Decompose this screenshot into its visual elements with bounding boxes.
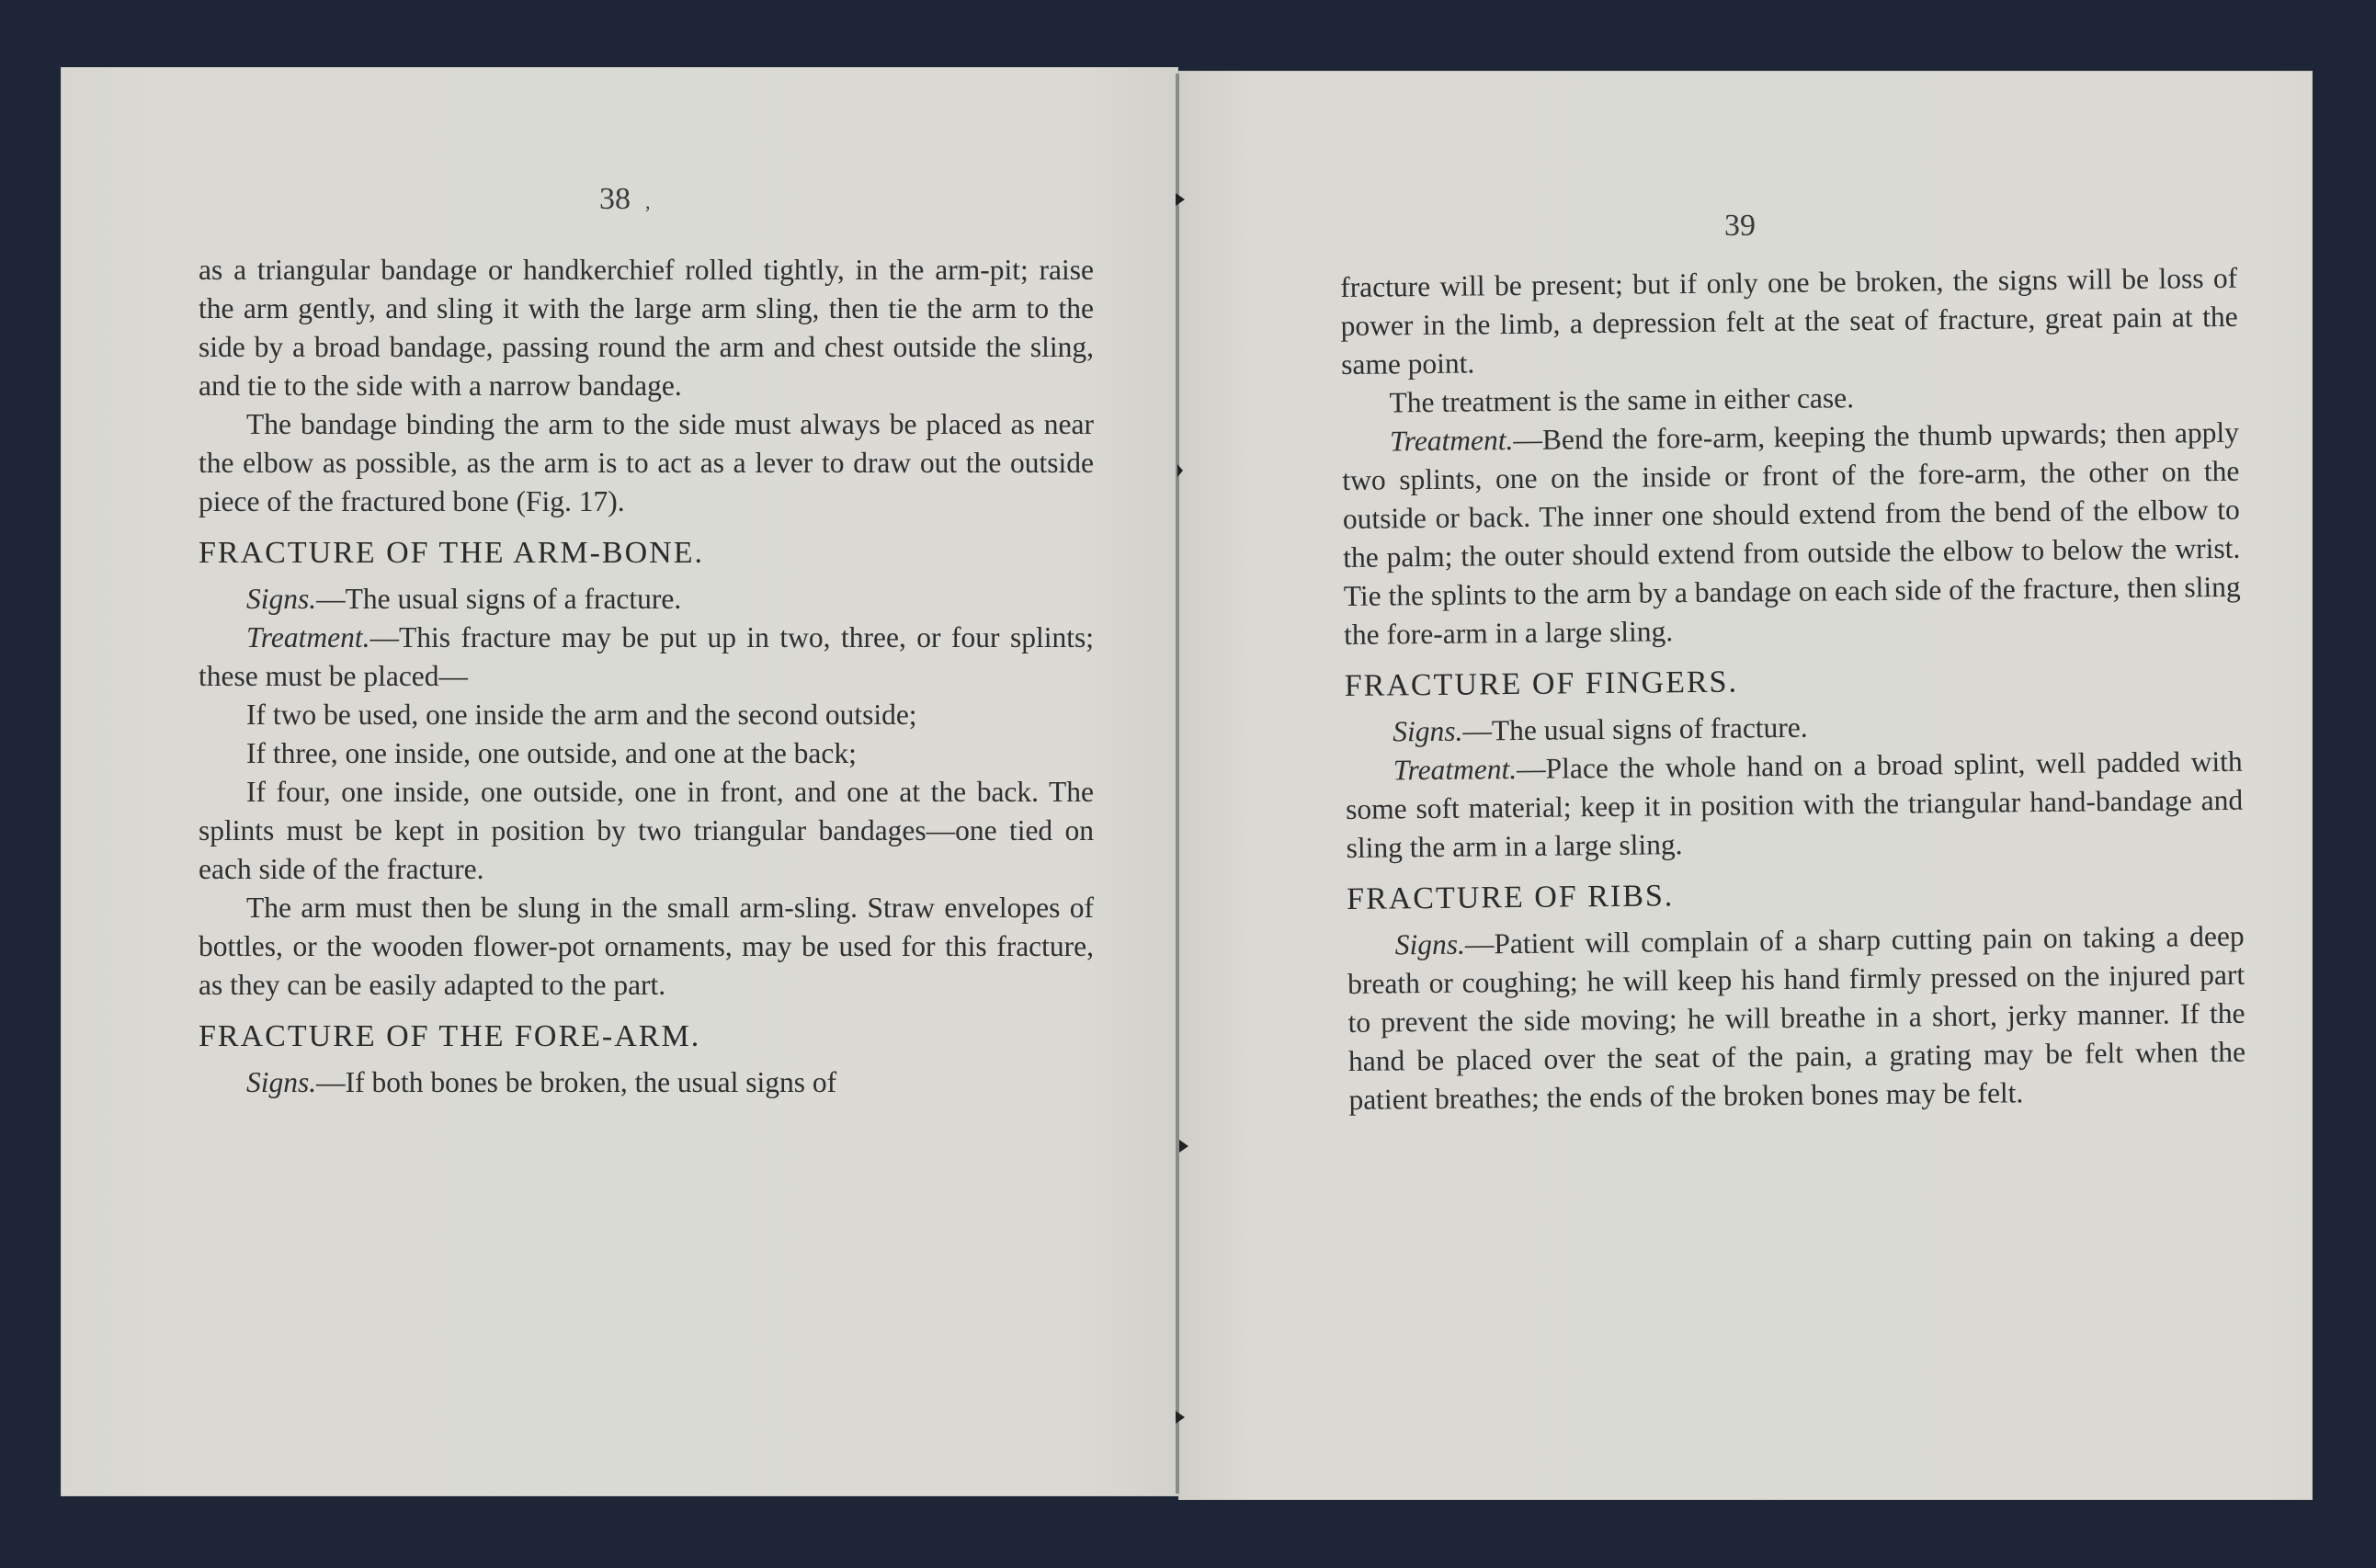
section-heading-ribs: FRACTURE OF RIBS. <box>1346 879 1675 916</box>
book-gutter <box>1176 74 1179 1494</box>
treatment-text: —This fracture may be put up in two, three, or four splints; these must be placed— <box>199 621 1094 692</box>
paragraph: fracture will be present; but if only one be broken, the signs will be loss of power in the limb, a depression felt at the seat of fracture, great pain at the same point. <box>1340 261 2238 381</box>
fingers-treatment <box>1346 743 2244 868</box>
treatment-label: Treatment. <box>246 621 370 653</box>
left-page-body <box>199 251 1094 1102</box>
paragraph: as a triangular bandage or handkerchief rolled tightly, in the arm-pit; raise the arm gently, and sling it with the large arm sling, then tie the arm to the side by a broad bandage, passing round the arm and chest outside the sling, and tie to the side with a narrow bandage. <box>199 254 1094 402</box>
binding-stitch-mark <box>1179 1140 1188 1153</box>
forearm-signs <box>199 1063 1094 1102</box>
signs-label: Signs. <box>246 1066 317 1098</box>
binding-stitch-mark <box>1176 1411 1185 1424</box>
page-number-right: 39 <box>1724 209 1756 243</box>
right-page <box>1178 71 2313 1500</box>
right-page-body <box>1340 259 2246 1119</box>
forearm-treatment <box>1342 414 2242 654</box>
page-number-left: 38 , <box>599 182 651 216</box>
binding-stitch-mark <box>1177 464 1183 477</box>
paragraph: The treatment is the same in either case. <box>1389 381 1855 419</box>
left-page <box>61 67 1178 1496</box>
paragraph: If two be used, one inside the arm and the second outside; <box>246 699 917 731</box>
treatment-text: —Place the whole hand on a broad splint, well padded with some soft material; keep it in position with the triangular hand-bandage and sling the arm in a large sling. <box>1345 744 2244 864</box>
signs-text: —If both bones be broken, the usual signs of <box>316 1066 837 1098</box>
arm-treatment <box>199 619 1094 696</box>
binding-stitch-mark <box>1176 193 1185 206</box>
stray-mark: , <box>645 190 651 213</box>
signs-label: Signs. <box>246 583 317 615</box>
paragraph: The bandage binding the arm to the side must always be placed as near the elbow as possible, as the arm is to act as a lever to draw out the outside piece of the fractured bone (Fig. 17). <box>199 408 1094 517</box>
paragraph: If three, one inside, one outside, and one at the back; <box>246 737 857 769</box>
section-heading-fore-arm: FRACTURE OF THE FORE-ARM. <box>199 1019 701 1053</box>
paragraph: If four, one inside, one outside, one in front, and one at the back. The splints must be kept in position by two triangular bandages—one tied on each side of the fracture. <box>199 776 1094 885</box>
signs-text: —The usual signs of fracture. <box>1462 710 1808 747</box>
ribs-signs <box>1347 917 2245 1119</box>
section-heading-fingers: FRACTURE OF FINGERS. <box>1344 665 1739 703</box>
treatment-label: Treatment. <box>1393 753 1518 787</box>
treatment-label: Treatment. <box>1389 424 1514 458</box>
signs-text: —Patient will complain of a sharp cutting pain on taking a deep breath or coughing; he will keep his hand firmly pressed on the injured part to prevent the side moving; he will breathe in a short, jerky manner. If the hand be placed over the seat of the pain, a grating may be felt when the patient breathes; the ends of the broken bones may be felt. <box>1347 919 2246 1116</box>
signs-text: —The usual signs of a fracture. <box>316 583 682 615</box>
signs-label: Signs. <box>1394 927 1466 961</box>
treatment-text: —Bend the fore-arm, keeping the thumb upwards; then apply two splints, one on the inside or front of the fore-arm, the other on the outside or back. The inner one should extend from the bend of the elbow to the palm; the outer should extend from outside the elbow to below the wrist. Tie the splints to the arm by a bandage on each side of the fracture, then sling the fore-arm in a large sling. <box>1342 415 2241 651</box>
signs-label: Signs. <box>1393 714 1463 748</box>
section-heading-arm-bone: FRACTURE OF THE ARM-BONE. <box>199 536 704 570</box>
arm-signs <box>199 580 1094 619</box>
paragraph: The arm must then be slung in the small arm-sling. Straw envelopes of bottles, or the wooden flower-pot ornaments, may be used for this fracture, as they can be easily adapted to the part. <box>199 892 1094 1001</box>
